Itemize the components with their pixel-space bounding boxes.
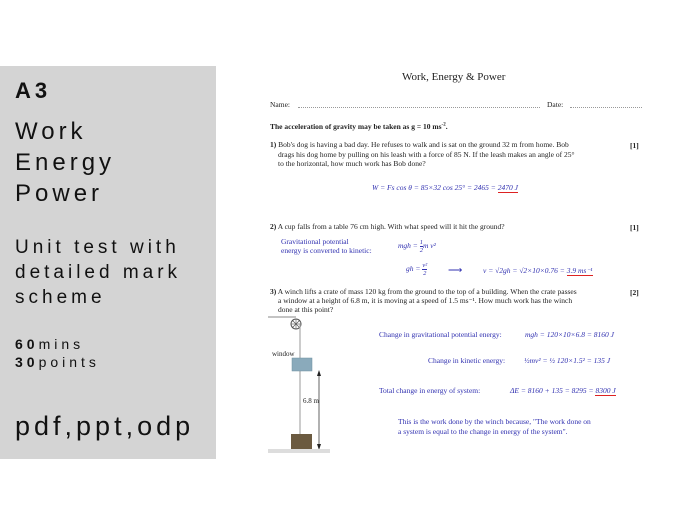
subtitle-line-1: Unit test with	[15, 237, 180, 258]
total-label: Total change in energy of system:	[379, 386, 481, 395]
worksheet-preview	[268, 0, 648, 525]
points: 30points	[15, 354, 100, 370]
question-1-answer: W = Fs cos θ = 85×32 cos 25° = 2465 = 2470 J	[372, 183, 518, 192]
doc-title: Work, Energy & Power	[402, 71, 506, 83]
height-label: 6.8 m	[303, 397, 319, 405]
crate-icon	[291, 434, 312, 449]
title-line-power: Power	[15, 180, 104, 207]
total-equation: ΔE = 8160 + 135 = 8295 = 8300 J	[510, 386, 616, 395]
date-label: Date:	[547, 100, 564, 109]
question-2-eq3: v = √2gh = √2×10×0.76 = 3.9 ms⁻¹	[483, 266, 593, 275]
title-line-work: Work	[15, 118, 87, 145]
ke-label: Change in kinetic energy:	[428, 356, 506, 365]
arrow-icon: ⟶	[448, 265, 463, 276]
gpe-equation: mgh = 120×10×6.8 = 8160 J	[525, 330, 614, 339]
question-2-note-1: Gravitational potential	[281, 237, 349, 246]
explanation-line-1: This is the work done by the winch because, "The work done on	[398, 417, 591, 426]
name-label: Name:	[270, 100, 290, 109]
gpe-label: Change in gravitational potential energy:	[379, 330, 502, 339]
question-1-line-3: to the horizontal, how much work has Bob done?	[278, 159, 426, 168]
name-line	[298, 107, 540, 108]
explanation-line-2: a system is equal to the change in energy of the system".	[398, 427, 568, 436]
question-2: 2) A cup falls from a table 76 cm high. With what speed will it hit the ground?	[270, 222, 505, 231]
question-1-marks: [1]	[630, 141, 639, 150]
question-2-note-2: energy is converted to kinetic:	[281, 246, 372, 255]
gravity-note: The acceleration of gravity may be taken as g = 10 $ms^{-2}$.	[270, 122, 448, 131]
question-3-line-2: a window at a height of 6.8 m, it is moving at a speed of 1.5 ms⁻¹. How much work has the winch	[278, 296, 573, 305]
question-2-eq1: mgh = $\frac{1}{2}$ m v²	[398, 239, 436, 254]
window-icon	[292, 358, 312, 371]
cover-panel	[0, 66, 216, 459]
duration: 60mins	[15, 336, 85, 352]
window-label: window	[272, 350, 295, 358]
subtitle-line-3: scheme	[15, 287, 106, 308]
question-3-line-3: done at this point?	[278, 305, 334, 314]
question-1-line-2: drags his dog home by pulling on his leash with a force of 85 N. If the leash makes an angle of 25°	[278, 150, 575, 159]
question-2-marks: [1]	[630, 223, 639, 232]
date-line	[570, 107, 642, 108]
question-1: 1) Bob's dog is having a bad day. He refuses to walk and is sat on the ground 32 m from home. Bob	[270, 140, 569, 149]
question-3-marks: [2]	[630, 288, 639, 297]
title-line-energy: Energy	[15, 149, 116, 176]
subtitle-line-2: detailed mark	[15, 262, 182, 283]
file-formats: pdf,ppt,odp	[15, 411, 195, 441]
question-2-eq2: gh = $\frac{\text{v²}}{2}$	[406, 262, 428, 277]
ke-equation: ½mv² = ½ 120×1.5² = 135 J	[524, 356, 611, 365]
unit-code: A3	[15, 78, 52, 103]
question-3: 3) A winch lifts a crate of mass 120 kg from the ground to the top of a building. When the crate passes	[270, 287, 577, 296]
winch-diagram	[268, 314, 330, 454]
